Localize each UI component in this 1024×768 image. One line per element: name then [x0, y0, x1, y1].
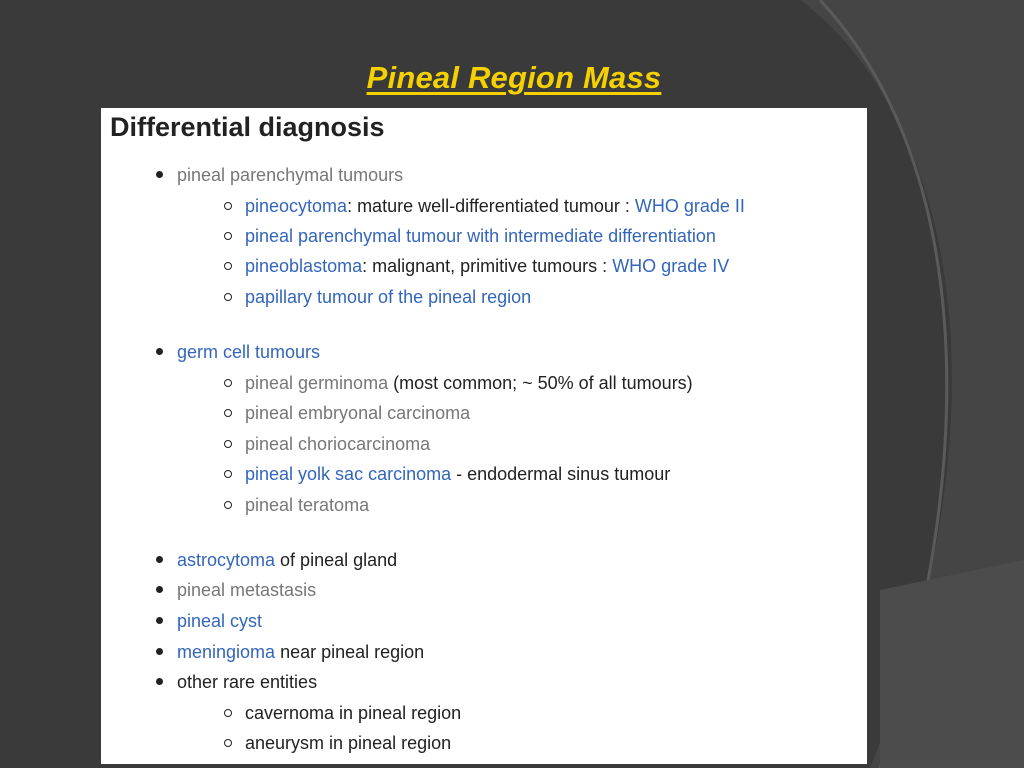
list-item — [177, 608, 262, 634]
list-item — [245, 223, 716, 249]
bullet-dot — [156, 648, 163, 655]
astrocytoma-link[interactable]: astrocytoma — [177, 550, 276, 570]
list-item — [245, 700, 461, 726]
list-item — [245, 370, 693, 396]
germ-cell-tumours-link[interactable]: germ cell tumours — [177, 342, 321, 362]
list-item — [245, 492, 369, 518]
sub-bullet-circle — [224, 232, 232, 240]
papillary-tumour-link[interactable]: papillary tumour of the pineal region — [245, 287, 532, 307]
item-text-muted: pineal teratoma — [245, 495, 370, 515]
list-item — [177, 162, 403, 188]
item-text: other rare entities — [177, 672, 318, 692]
list-item — [245, 193, 745, 219]
list-item — [245, 730, 451, 756]
bullet-dot — [156, 617, 163, 624]
list-item — [177, 669, 317, 695]
content-panel — [101, 108, 867, 764]
item-text: : mature well-differentiated tumour : — [347, 196, 635, 216]
list-item — [245, 253, 729, 279]
item-text-muted: pineal germinoma — [245, 373, 389, 393]
bullet-dot — [156, 586, 163, 593]
item-text: : malignant, primitive tumours : — [362, 256, 613, 276]
sub-bullet-circle — [224, 293, 232, 301]
item-text: aneurysm in pineal region — [245, 733, 452, 753]
item-text-muted: pineal embryonal carcinoma — [245, 403, 471, 423]
sub-bullet-circle — [224, 709, 232, 717]
list-item — [177, 577, 316, 603]
sub-bullet-circle — [224, 440, 232, 448]
list-item — [245, 400, 470, 426]
item-text: - endodermal sinus tumour — [451, 464, 671, 484]
sub-bullet-circle — [224, 262, 232, 270]
pineoblastoma-link[interactable]: pineoblastoma — [245, 256, 363, 276]
list-item — [245, 431, 430, 457]
bullet-dot — [156, 678, 163, 685]
pineocytoma-link[interactable]: pineocytoma — [245, 196, 348, 216]
intermediate-differentiation-link[interactable]: pineal parenchymal tumour with intermediate differentiation — [245, 226, 716, 246]
item-text-muted: pineal metastasis — [177, 580, 317, 600]
item-text: of pineal gland — [275, 550, 398, 570]
list-item — [177, 339, 320, 365]
sub-bullet-circle — [224, 739, 232, 747]
list-item — [245, 284, 531, 310]
item-text: (most common; ~ 50% of all tumours) — [388, 373, 693, 393]
slide-title: Pineal Region Mass — [366, 60, 662, 95]
item-text: near pineal region — [275, 642, 425, 662]
bullet-dot — [156, 348, 163, 355]
item-text: cavernoma in pineal region — [245, 703, 462, 723]
bullet-dot — [156, 556, 163, 563]
who-grade-iv-link[interactable]: WHO grade IV — [612, 256, 730, 276]
who-grade-ii-link[interactable]: WHO grade II — [634, 196, 745, 216]
pineal-cyst-link[interactable]: pineal cyst — [177, 611, 263, 631]
panel-heading: Differential diagnosis — [110, 112, 385, 142]
list-item — [177, 547, 397, 573]
bullet-dot — [156, 171, 163, 178]
sub-bullet-circle — [224, 379, 232, 387]
meningioma-link[interactable]: meningioma — [177, 642, 276, 662]
sub-bullet-circle — [224, 409, 232, 417]
sub-bullet-circle — [224, 501, 232, 509]
list-item — [245, 461, 670, 487]
item-text: pineal parenchymal tumours — [177, 165, 404, 185]
item-text-muted: pineal choriocarcinoma — [245, 434, 431, 454]
sub-bullet-circle — [224, 202, 232, 210]
yolk-sac-carcinoma-link[interactable]: pineal yolk sac carcinoma — [245, 464, 452, 484]
sub-bullet-circle — [224, 470, 232, 478]
list-item — [177, 639, 424, 665]
